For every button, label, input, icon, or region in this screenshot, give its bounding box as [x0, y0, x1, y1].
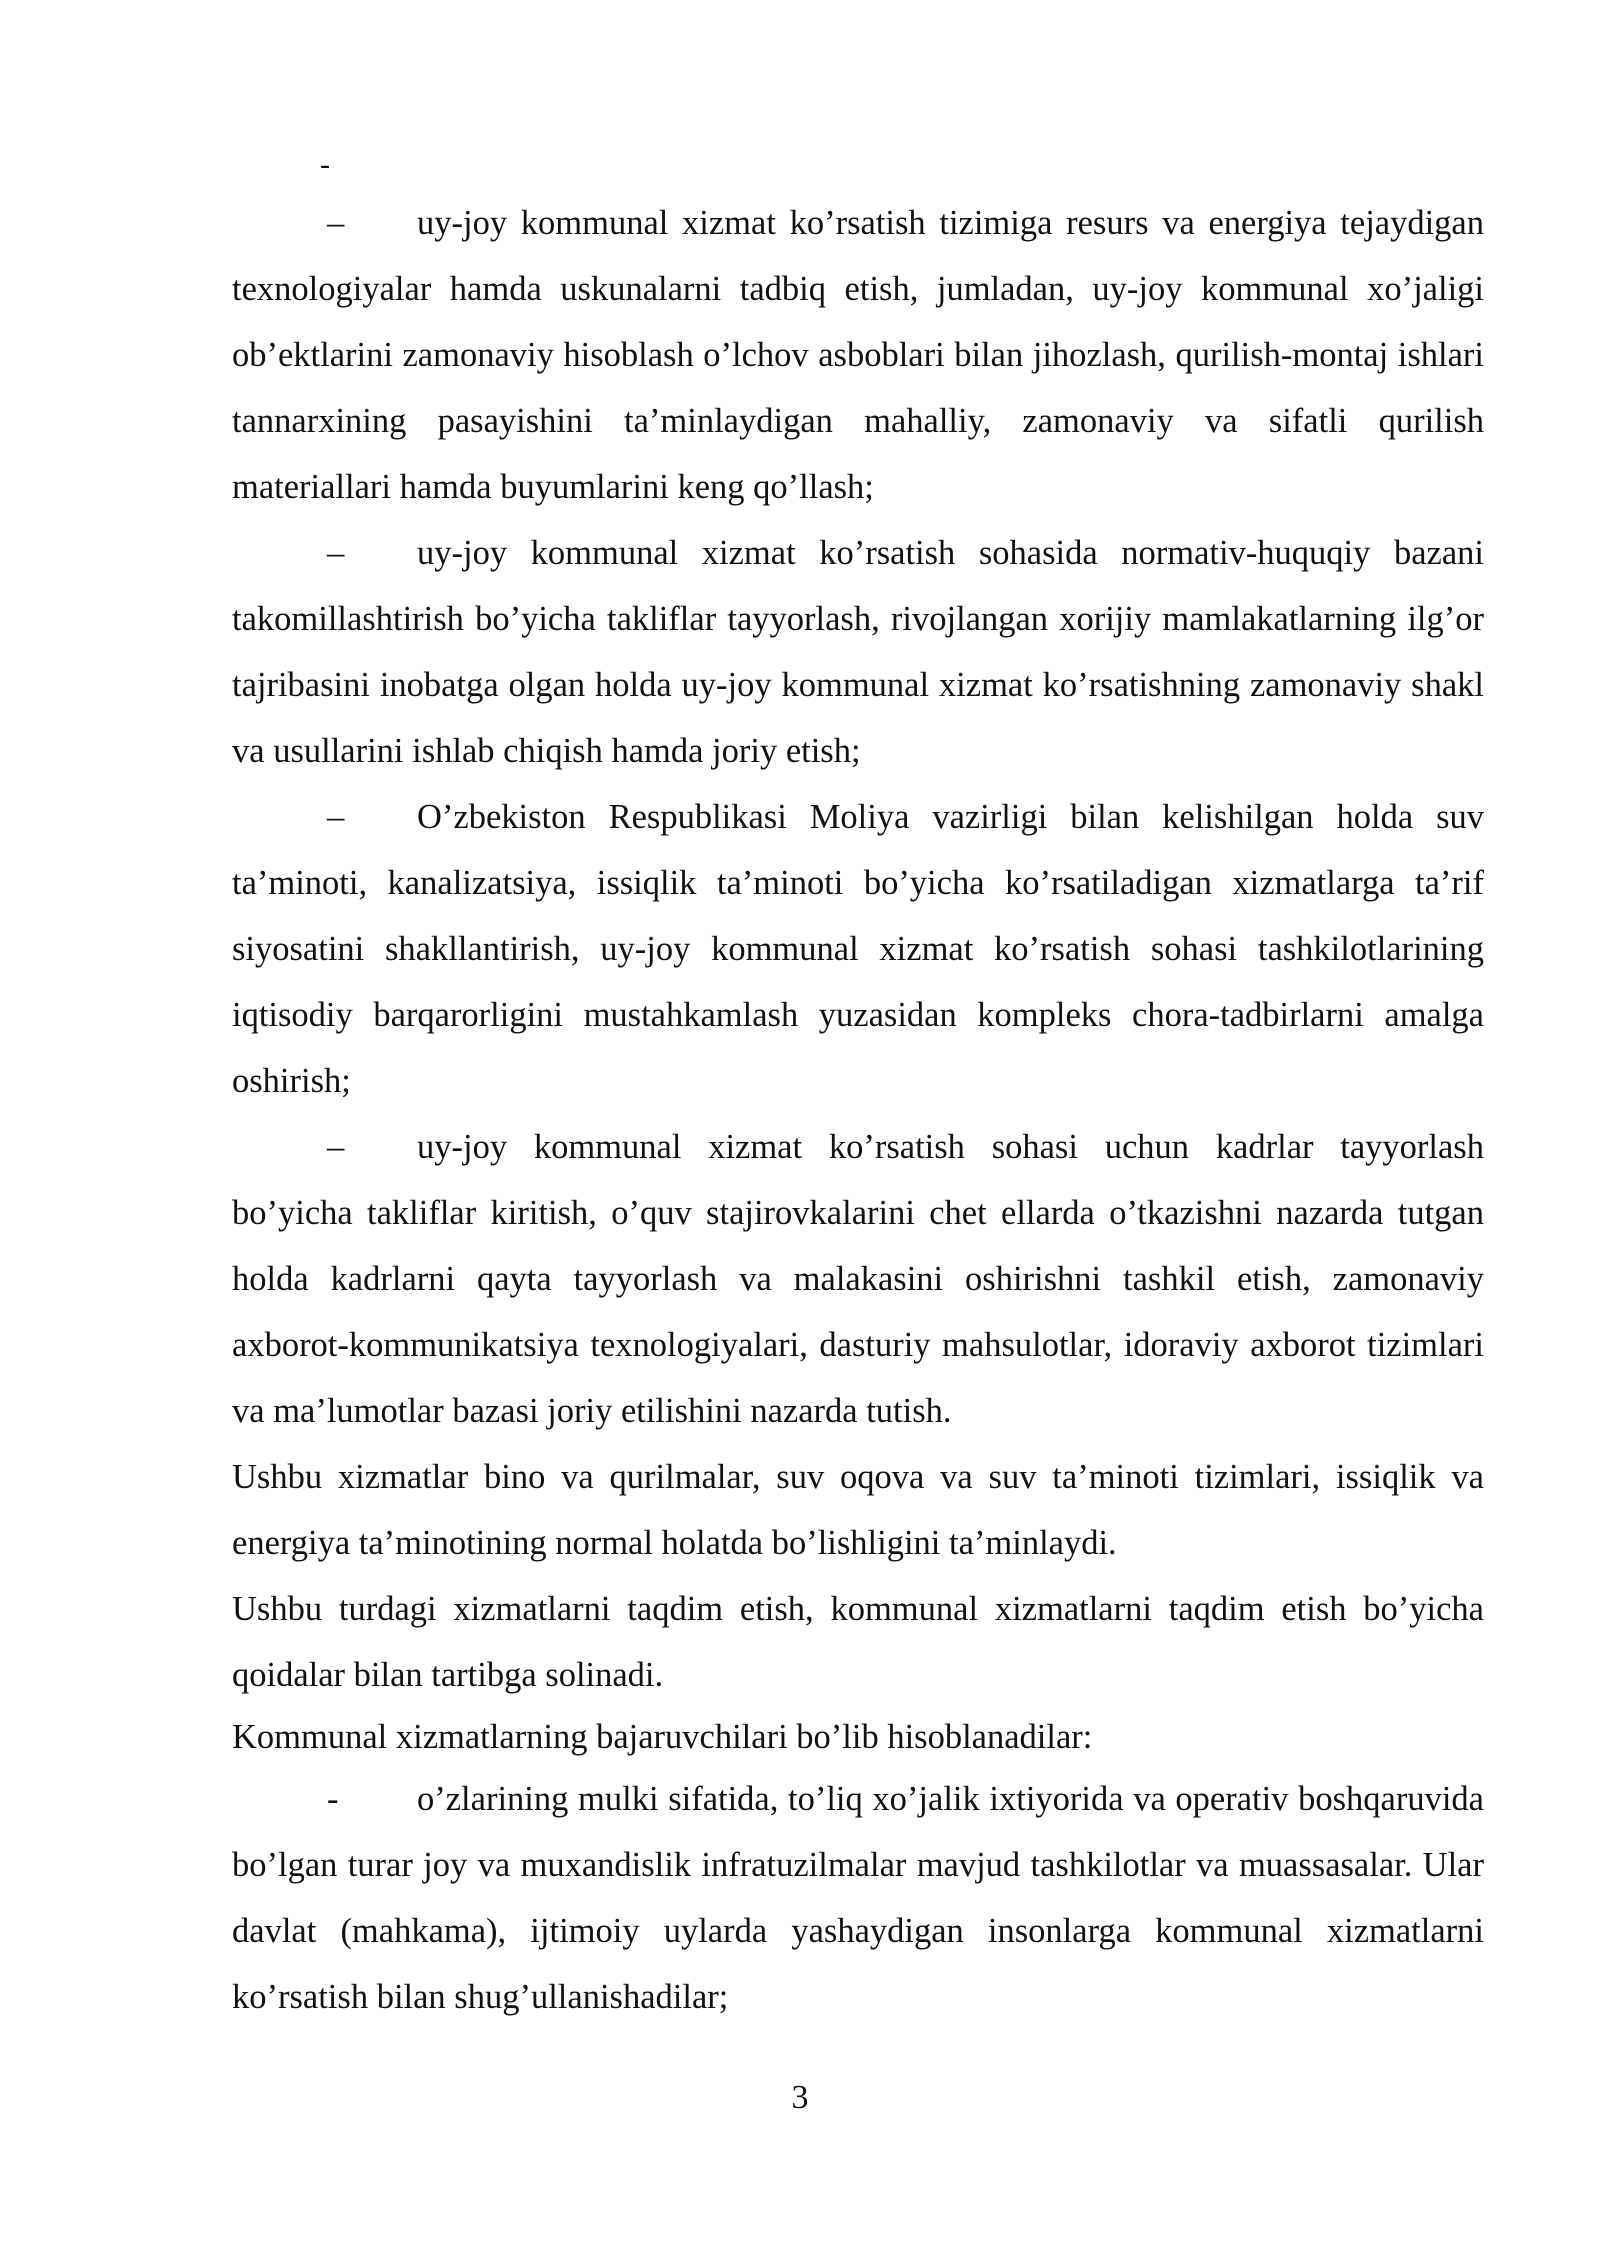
bullet-paragraph-5 [232, 1766, 1484, 2030]
bullet-marker: - [327, 1780, 339, 1818]
paragraph-text: o’zlarining mulki sifatida, to’liq xo’jalik ixtiyorida va operativ boshqaruvida bo’lgan turar joy va muxandislik infratuzilmalar mavjud tashkilotlar va muassasalar. Ular davlat (mahkama), ijtimoiy uylarda yashaydigan insonlarga kommunal xizmatlarni ko’rsatish bilan shug’ullanishadilar; [232, 1780, 1484, 2016]
document-body [232, 190, 1484, 2030]
paragraph-text: uy-joy kommunal xizmat ko’rsatish sohasi uchun kadrlar tayyorlash bo’yicha takliflar kiritish, o’quv stajirovkalarini chet ellarda o’tkazishni nazarda tutgan holda kadrlarni qayta tayyorlash va malakasini oshirishni tashkil etish, zamonaviy axborot-kommunikatsiya texnologiyalari, dasturiy mahsulotlar, idoraviy axborot tizimlari va ma’lumotlar bazasi joriy etilishini nazarda tutish. [232, 1128, 1484, 1430]
bullet-paragraph-4 [232, 1114, 1484, 1444]
bullet-marker: – [327, 534, 345, 572]
bullet-marker: – [327, 798, 345, 836]
plain-paragraph-1: Ushbu xizmatlar bino va qurilmalar, suv oqova va suv ta’minoti tizimlari, issiqlik va energiya ta’minotining normal holatda bo’lishligini ta’minlaydi. [232, 1458, 1484, 1562]
plain-paragraph-2: Ushbu turdagi xizmatlarni taqdim etish, kommunal xizmatlarni taqdim etish bo’yicha qoidalar bilan tartibga solinadi. [232, 1590, 1484, 1694]
paragraph-text: uy-joy kommunal xizmat ko’rsatish sohasida normativ-huquqiy bazani takomillashtirish bo’yicha takliflar tayyorlash, rivojlangan xorijiy mamlakatlarning ilg’or tajribasini inobatga olgan holda uy-joy kommunal xizmat ko’rsatishning zamonaviy shakl va usullarini ishlab chiqish hamda joriy etish; [232, 534, 1484, 770]
paragraph-text: uy-joy kommunal xizmat ko’rsatish tizimiga resurs va energiya tejaydigan texnologiyalar hamda uskunalarni tadbiq etish, jumladan, uy-joy kommunal xo’jaligi ob’ektlarini zamonaviy hisoblash o’lchov asboblari bilan jihozlash, qurilish-montaj ishlari tannarxining pasayishini ta’minlaydigan mahalliy, zamonaviy va sifatli qurilish materiallari hamda buyumlarini keng qo’llash; [232, 204, 1484, 506]
page-number: 3 [791, 2079, 809, 2116]
paragraph-text: O’zbekiston Respublikasi Moliya vazirligi bilan kelishilgan holda suv ta’minoti, kanalizatsiya, issiqlik ta’minoti bo’yicha ko’rsatiladigan xizmatlarga ta’rif siyosatini shakllantirish, uy-joy kommunal xizmat ko’rsatish sohasi tashkilotlarining iqtisodiy barqarorligini mustahkamlash yuzasidan kompleks chora-tadbirlarni amalga oshirish; [232, 798, 1484, 1100]
plain-paragraph-3: Kommunal xizmatlarning bajaruvchilari bo’lib hisoblanadilar: [232, 1718, 1093, 1756]
bullet-marker: – [327, 1128, 345, 1166]
bullet-marker: – [327, 204, 345, 242]
bullet-paragraph-2 [232, 520, 1484, 784]
bullet-paragraph-1 [232, 190, 1484, 520]
bullet-paragraph-3 [232, 784, 1484, 1114]
top-dash-mark: - [320, 148, 330, 181]
